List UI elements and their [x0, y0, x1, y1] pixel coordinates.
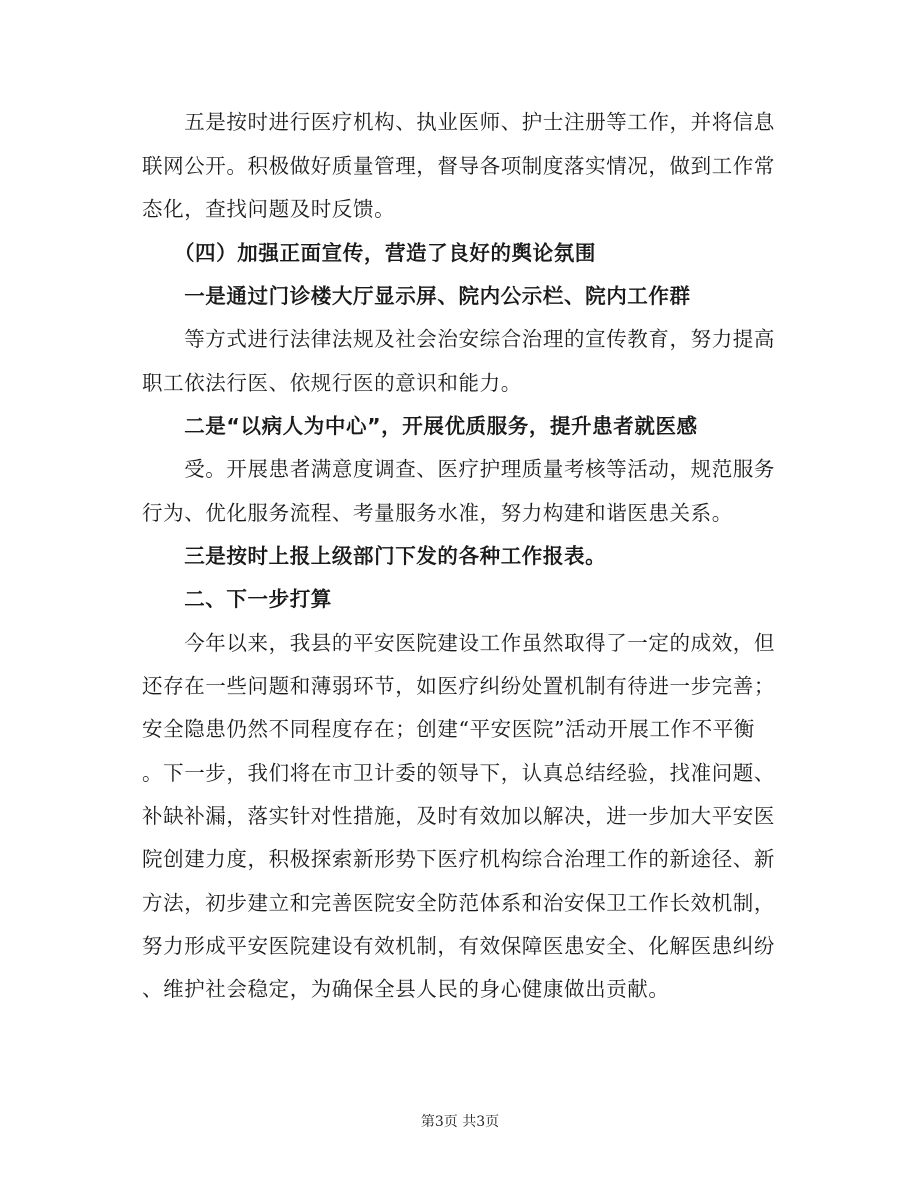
item-1-heading: 一是通过门诊楼大厅显示屏、院内公示栏、院内工作群 [142, 284, 691, 308]
summary-line-9: 、维护社会稳定，为确保全县人民的身心健康做出贡献。 [142, 977, 670, 1001]
summary-line-2: 还存在一些问题和薄弱环节，如医疗纠纷处置机制有待进一步完善； [142, 674, 775, 698]
paragraph-5-line-1: 五是按时进行医疗机构、执业医师、护士注册等工作，并将信息 [142, 110, 775, 134]
item-2-heading: 二是“以病人为中心”，开展优质服务，提升患者就医感 [142, 414, 698, 438]
section-heading-4: （四）加强正面宣传，营造了良好的舆论氛围 [142, 241, 596, 265]
summary-line-8: 努力形成平安医院建设有效机制，有效保障医患安全、化解医患纠纷 [142, 934, 775, 958]
summary-line-4: 。下一步，我们将在市卫计委的领导下，认真总结经验，找准问题、 [142, 761, 775, 785]
summary-line-1: 今年以来，我县的平安医院建设工作虽然取得了一定的成效，但 [142, 631, 775, 655]
paragraph-5-line-3: 态化，查找问题及时反馈。 [142, 197, 396, 221]
page-number-footer: 第3页 共3页 [420, 1114, 500, 1130]
item-3-heading: 三是按时上报上级部门下发的各种工作报表。 [142, 544, 607, 568]
item-1-line-2: 职工依法行医、依规行医的意识和能力。 [142, 371, 522, 395]
section-heading-next-steps: 二、下一步打算 [142, 587, 332, 611]
summary-line-7: 方法，初步建立和完善医院安全防范体系和治安保卫工作长效机制， [142, 891, 775, 915]
summary-line-3: 安全隐患仍然不同程度存在；创建“平安医院”活动开展工作不平衡 [142, 717, 755, 741]
paragraph-5-line-2: 联网公开。积极做好质量管理，督导各项制度落实情况，做到工作常 [142, 154, 775, 178]
summary-line-6: 院创建力度，积极探索新形势下医疗机构综合治理工作的新途径、新 [142, 847, 775, 871]
item-1-line-1: 等方式进行法律法规及社会治安综合治理的宣传教育，努力提高 [142, 327, 775, 351]
summary-line-5: 补缺补漏，落实针对性措施，及时有效加以解决，进一步加大平安医 [142, 804, 775, 828]
item-2-line-1: 受。开展患者满意度调查、医疗护理质量考核等活动，规范服务 [142, 457, 775, 481]
item-2-line-2: 行为、优化服务流程、考量服务水准，努力构建和谐医患关系。 [142, 501, 733, 525]
